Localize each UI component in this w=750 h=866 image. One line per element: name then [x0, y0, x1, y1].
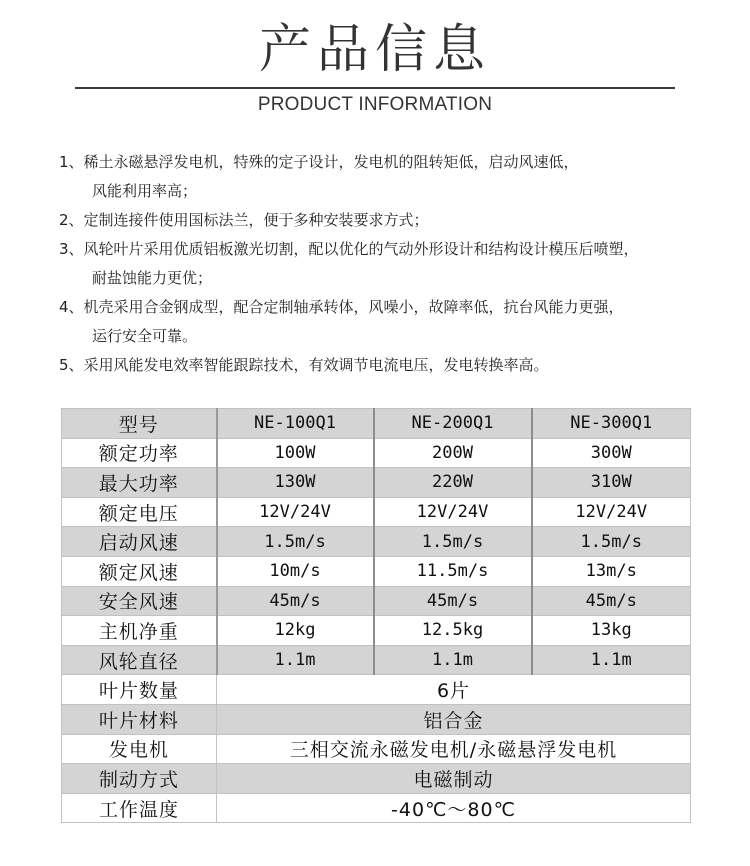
table-row [62, 616, 691, 646]
value-cell: 1.5m/s [532, 527, 691, 557]
merged-value-cell: 三相交流永磁发电机/永磁悬浮发电机 [217, 734, 691, 764]
spec-table [61, 408, 691, 823]
feature-list [59, 148, 729, 380]
page-subtitle: PRODUCT INFORMATION [257, 94, 493, 115]
table-row [62, 645, 691, 675]
feature-text-continued: 运行安全可靠。 [92, 327, 198, 345]
merged-value-cell: 铝合金 [217, 704, 691, 734]
row-label: 额定风速 [62, 556, 217, 586]
model-cell: NE-100Q1 [217, 409, 374, 439]
value-cell: 11.5m/s [374, 556, 532, 586]
value-cell: 220W [374, 468, 532, 498]
row-label: 叶片材料 [62, 704, 217, 734]
table-row [62, 497, 691, 527]
feature-number: 2、 [59, 211, 84, 229]
value-cell: 1.1m [217, 645, 374, 675]
value-cell: 13kg [532, 616, 691, 646]
table-row [62, 734, 691, 764]
feature-item [59, 148, 729, 206]
table-row [62, 704, 691, 734]
value-cell: 1.1m [532, 645, 691, 675]
table-row [62, 586, 691, 616]
value-cell: 1.1m [374, 645, 532, 675]
merged-value-cell: -40℃～80℃ [217, 793, 691, 823]
feature-number: 4、 [59, 298, 84, 316]
table-row [62, 793, 691, 823]
value-cell: 10m/s [217, 556, 374, 586]
row-label: 主机净重 [62, 616, 217, 646]
feature-text: 机壳采用合金钢成型，配合定制轴承转体，风噪小，故障率低，抗台风能力更强， [83, 298, 624, 316]
title-divider [75, 87, 675, 89]
table-row [62, 468, 691, 498]
row-label: 工作温度 [62, 793, 217, 823]
feature-item [59, 351, 729, 380]
feature-text: 风轮叶片采用优质铝板激光切割，配以优化的气动外形设计和结构设计模压后喷塑， [83, 240, 639, 258]
feature-item [59, 235, 729, 293]
table-row [62, 556, 691, 586]
value-cell: 12V/24V [374, 497, 532, 527]
row-label: 制动方式 [62, 764, 217, 794]
value-cell: 100W [217, 438, 374, 468]
feature-item [59, 293, 729, 351]
model-cell: NE-300Q1 [532, 409, 691, 439]
value-cell: 12V/24V [532, 497, 691, 527]
value-cell: 12.5kg [374, 616, 532, 646]
table-header-row [62, 409, 691, 439]
value-cell: 45m/s [374, 586, 532, 616]
merged-value-cell: 电磁制动 [217, 764, 691, 794]
feature-text-continued: 耐盐蚀能力更优； [92, 269, 213, 287]
row-label: 安全风速 [62, 586, 217, 616]
row-label: 额定功率 [62, 438, 217, 468]
value-cell: 45m/s [532, 586, 691, 616]
feature-text: 采用风能发电效率智能跟踪技术，有效调节电流电压，发电转换率高。 [83, 356, 549, 374]
row-label: 最大功率 [62, 468, 217, 498]
table-row [62, 527, 691, 557]
value-cell: 12V/24V [217, 497, 374, 527]
value-cell: 130W [217, 468, 374, 498]
table-row [62, 675, 691, 705]
value-cell: 300W [532, 438, 691, 468]
row-label: 启动风速 [62, 527, 217, 557]
value-cell: 13m/s [532, 556, 691, 586]
row-label: 发电机 [62, 734, 217, 764]
row-label: 额定电压 [62, 497, 217, 527]
value-cell: 12kg [217, 616, 374, 646]
feature-text: 稀土永磁悬浮发电机，特殊的定子设计，发电机的阻转矩低，启动风速低， [83, 153, 579, 171]
feature-text: 定制连接件使用国标法兰，便于多种安装要求方式； [83, 211, 429, 229]
feature-number: 3、 [59, 240, 84, 258]
table-row [62, 438, 691, 468]
merged-value-cell: 6片 [217, 675, 691, 705]
model-cell: NE-200Q1 [374, 409, 532, 439]
row-label: 风轮直径 [62, 645, 217, 675]
value-cell: 200W [374, 438, 532, 468]
header-label: 型号 [62, 409, 217, 439]
value-cell: 45m/s [217, 586, 374, 616]
value-cell: 1.5m/s [217, 527, 374, 557]
value-cell: 1.5m/s [374, 527, 532, 557]
table-row [62, 764, 691, 794]
feature-item [59, 206, 729, 235]
feature-text-continued: 风能利用率高； [92, 182, 198, 200]
value-cell: 310W [532, 468, 691, 498]
feature-number: 1、 [59, 153, 84, 171]
row-label: 叶片数量 [62, 675, 217, 705]
page-title: 产品信息 [258, 20, 491, 80]
feature-number: 5、 [59, 356, 84, 374]
